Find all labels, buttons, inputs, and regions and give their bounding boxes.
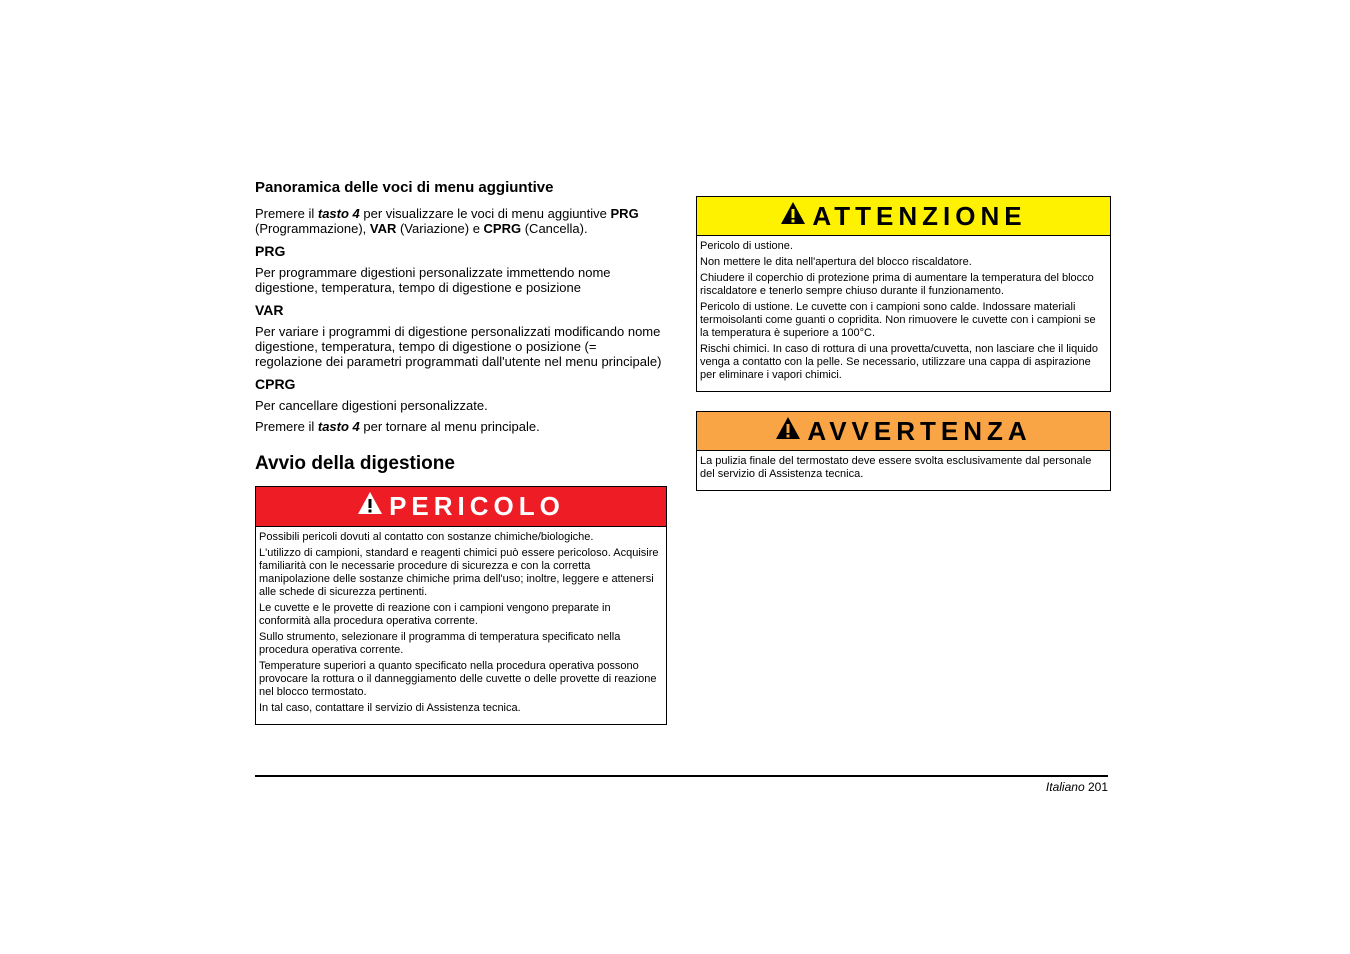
warning-triangle-icon bbox=[780, 201, 806, 232]
right-column bbox=[696, 196, 1111, 491]
return-paragraph: Premere il tasto 4 per tornare al menu principale. bbox=[255, 419, 540, 434]
danger-line: L'utilizzo di campioni, standard e reagenti chimici può essere pericoloso. Acquisire familiarità con le necessarie procedure di sicurezza e con la corretta manipolazione delle sostanze chimiche prima dell'uso; inoltre, leggere e attenersi alle schede di sicurezza pertinenti. bbox=[259, 547, 659, 598]
page-number: 201 bbox=[1087, 780, 1108, 794]
danger-line: In tal caso, contattare il servizio di Assistenza tecnica. bbox=[259, 702, 521, 714]
section-title-menu-overview: Panoramica delle voci di menu aggiuntive bbox=[255, 179, 554, 196]
prg-description: Per programmare digestioni personalizzate immettendo nome digestione, temperatura, tempo di digestione e posizione bbox=[255, 265, 611, 295]
warning-line: La pulizia finale del termostato deve essere svolta esclusivamente dal personale del servizio di Assistenza tecnica. bbox=[700, 455, 1092, 480]
caution-line: Rischi chimici. In caso di rottura di una provetta/cuvetta, non lasciare che il liquido venga a contatto con la pelle. Se necessario, utilizzare una cappa di aspirazione per eliminare i vapori chimici. bbox=[700, 343, 1099, 381]
caution-line: Non mettere le dita nell'apertura del blocco riscaldatore. bbox=[700, 256, 972, 268]
cprg-description: Per cancellare digestioni personalizzate. bbox=[255, 398, 488, 413]
warning-header bbox=[697, 412, 1110, 451]
left-column bbox=[255, 178, 667, 725]
warning-triangle-icon bbox=[357, 491, 383, 522]
warning-body bbox=[697, 451, 1110, 490]
cprg-heading: CPRG bbox=[255, 376, 296, 392]
danger-line: Sullo strumento, selezionare il programma di temperatura specificato nella procedura operativa corrente. bbox=[259, 631, 621, 656]
caution-line: Pericolo di ustione. Le cuvette con i campioni sono calde. Indossare materiali termoisolanti come guanti o copridita. Non rimuovere le cuvette con i campioni se la temperatura è superiore a 100°C. bbox=[700, 301, 1096, 339]
danger-label: PERICOLO bbox=[389, 491, 565, 521]
caution-label: ATTENZIONE bbox=[812, 200, 1027, 231]
footer-language: Italiano bbox=[1045, 780, 1085, 794]
page-footer bbox=[1046, 780, 1108, 794]
intro-paragraph: Premere il tasto 4 per visualizzare le voci di menu aggiuntive PRG (Programmazione), VAR (Variazione) e CPRG (Cancella). bbox=[255, 206, 639, 236]
caution-box bbox=[696, 196, 1111, 392]
danger-box bbox=[255, 486, 667, 725]
warning-triangle-icon bbox=[775, 416, 801, 447]
warning-box bbox=[696, 411, 1111, 491]
section-title-start-digestion: Avvio della digestione bbox=[255, 453, 455, 474]
caution-header bbox=[697, 197, 1110, 236]
danger-line: Temperature superiori a quanto specificato nella procedura operativa possono provocare la rottura o il danneggiamento delle cuvette o delle provette di reazione nel blocco termostato. bbox=[259, 660, 657, 698]
caution-body bbox=[697, 236, 1110, 391]
danger-line: Le cuvette e le provette di reazione con i campioni vengono preparate in conformità alla procedura operativa corrente. bbox=[259, 602, 611, 627]
warning-label: AVVERTENZA bbox=[807, 415, 1032, 446]
footer-rule bbox=[255, 775, 1108, 777]
caution-line: Chiudere il coperchio di protezione prima di aumentare la temperatura del blocco riscaldatore e tenerlo sempre chiuso durante il funzionamento. bbox=[700, 272, 1094, 297]
danger-body bbox=[256, 527, 666, 724]
prg-heading: PRG bbox=[255, 243, 286, 259]
var-description: Per variare i programmi di digestione personalizzati modificando nome digestione, temperatura, tempo di digestione o posizione (= regolazione dei parametri programmati dall'utente nel menu principale) bbox=[255, 324, 662, 369]
danger-line: Possibili pericoli dovuti al contatto con sostanze chimiche/biologiche. bbox=[259, 531, 594, 543]
danger-header bbox=[256, 487, 666, 527]
caution-line: Pericolo di ustione. bbox=[700, 240, 793, 252]
var-heading: VAR bbox=[255, 302, 284, 318]
